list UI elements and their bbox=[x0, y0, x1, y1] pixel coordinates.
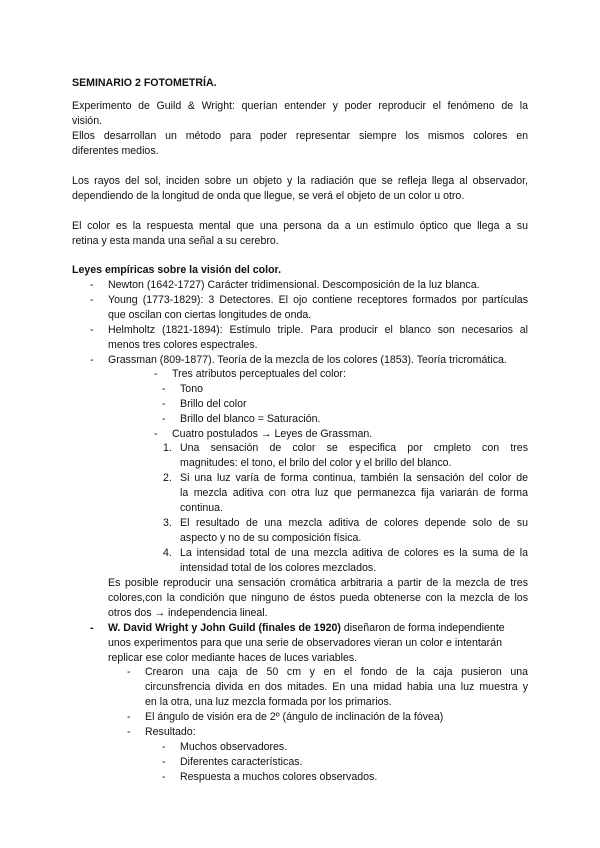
experiment-box-line: Crearon una caja de 50 cm y en el fondo de la caja pusieron una bbox=[145, 666, 528, 678]
document-title: SEMINARIO 2 FOTOMETRÍA. bbox=[72, 77, 217, 89]
postulate-line: continua. bbox=[180, 502, 223, 514]
wright-guild-text: diseñaron de forma independiente bbox=[340, 622, 505, 634]
result-item: Respuesta a muchos colores observados. bbox=[180, 771, 378, 783]
paragraph-line: retina y esta manda una señal a su cerebro. bbox=[72, 235, 279, 247]
bullet-dash: - bbox=[162, 741, 166, 753]
attribute-item: Tono bbox=[180, 383, 203, 395]
bullet-dash: - bbox=[90, 294, 94, 306]
bullet-dash: - bbox=[90, 324, 94, 336]
postulate-line: intensidad total de los colores mezclados. bbox=[180, 562, 377, 574]
experiment-box-line: circunsfrencia divida en dos mitades. En una midad habia una luz muestra y bbox=[145, 681, 528, 693]
wright-guild-line: replicar ese color mediante haces de luces variables. bbox=[108, 652, 358, 664]
intro-paragraph-line: diferentes medios. bbox=[72, 145, 159, 157]
conclusion-line: colores,con la condición que ninguno de éstos pueda obtenerse con la mezcla de los bbox=[108, 592, 528, 604]
wright-guild-line: unos experimentos para que una serie de observadores vieran un color e intentarán bbox=[108, 637, 502, 649]
postulate-line: El resultado de una mezcla aditiva de colores depende solo de su bbox=[180, 517, 528, 529]
list-item-grassman: Grassman (809-1877). Teoría de la mezcla de los colores (1853). Teoría tricromática. bbox=[108, 354, 507, 366]
attributes-heading: Tres atributos perceptuales del color: bbox=[172, 368, 346, 380]
bullet-dash: - bbox=[90, 622, 94, 634]
postulate-number: 3. bbox=[163, 517, 172, 529]
wright-guild-names: W. David Wright y John Guild (finales de 1920) bbox=[108, 622, 341, 634]
list-item-young-cont: que oscilan con ciertas longitudes de onda. bbox=[108, 309, 312, 321]
conclusion-line: Es posible reproducir una sensación cromática arbitraria a partir de la mezcla de tres bbox=[108, 577, 528, 589]
experiment-box-line: en la otra, una luz mezcla formada por los primarios. bbox=[145, 696, 392, 708]
bullet-dash: - bbox=[127, 711, 131, 723]
intro-paragraph-line: Experimento de Guild & Wright: querían entender y poder reproducir el fenómeno de la bbox=[72, 100, 528, 112]
paragraph-line: El color es la respuesta mental que una persona da a un estímulo óptico que llega a su bbox=[72, 220, 528, 232]
bullet-dash: - bbox=[154, 428, 158, 440]
intro-paragraph-line: Ellos desarrollan un método para poder representar siempre los mismos colores en bbox=[72, 130, 528, 142]
result-item: Muchos observadores. bbox=[180, 741, 288, 753]
bullet-dash: - bbox=[127, 666, 131, 678]
bullet-dash: - bbox=[154, 368, 158, 380]
postulate-number: 1. bbox=[163, 442, 172, 454]
postulate-line: magnitudes: el tono, el brilo del color y el brillo del blanco. bbox=[180, 457, 452, 469]
bullet-dash: - bbox=[162, 771, 166, 783]
postulate-line: La intensidad total de una mezcla aditiva de colores es la suma de la bbox=[180, 547, 528, 559]
intro-paragraph-line: visión. bbox=[72, 115, 103, 127]
postulates-heading: Cuatro postulados → Leyes de Grassman. bbox=[172, 428, 373, 440]
viewing-angle: El ángulo de visión era de 2º (ángulo de inclinación de la fóvea) bbox=[145, 711, 444, 723]
bullet-dash: - bbox=[127, 726, 131, 738]
section-heading: Leyes empíricas sobre la visión del color. bbox=[72, 264, 282, 276]
postulate-line: Si una luz varía de forma continua, también la sensación del color de bbox=[180, 472, 528, 484]
postulate-number: 4. bbox=[163, 547, 172, 559]
result-item: Diferentes características. bbox=[180, 756, 303, 768]
bullet-dash: - bbox=[90, 279, 94, 291]
list-item-helmholtz-cont: menos tres colores espectrales. bbox=[108, 339, 258, 351]
postulate-line: aspecto y no de su composición física. bbox=[180, 532, 362, 544]
postulate-line: la mezcla aditiva con otra luz que permanezca fija variarán de forma bbox=[180, 487, 528, 499]
postulate-line: Una sensación de color se especifica por cmpleto con tres bbox=[180, 442, 528, 454]
postulate-number: 2. bbox=[163, 472, 172, 484]
bullet-dash: - bbox=[162, 398, 166, 410]
list-item-wright-guild bbox=[108, 621, 505, 636]
list-item-newton: Newton (1642-1727) Carácter tridimensional. Descomposición de la luz blanca. bbox=[108, 279, 480, 291]
paragraph-line: Los rayos del sol, inciden sobre un objeto y la radiación que se refleja llega al observador, bbox=[72, 175, 528, 187]
bullet-dash: - bbox=[90, 354, 94, 366]
paragraph-line: dependiendo de la longitud de onda que llegue, se verá el objeto de un color u otro. bbox=[72, 190, 465, 202]
attribute-item: Brillo del color bbox=[180, 398, 247, 410]
result-heading: Resultado: bbox=[145, 726, 196, 738]
conclusion-line: otros dos → independencia lineal. bbox=[108, 607, 268, 619]
bullet-dash: - bbox=[162, 413, 166, 425]
bullet-dash: - bbox=[162, 756, 166, 768]
list-item-young: Young (1773-1829): 3 Detectores. El ojo contiene receptores formados por partículas bbox=[108, 294, 528, 306]
attribute-item: Brillo del blanco = Saturación. bbox=[180, 413, 321, 425]
list-item-helmholtz: Helmholtz (1821-1894): Estímulo triple. Para producir el blanco son necesarios al bbox=[108, 324, 528, 336]
bullet-dash: - bbox=[162, 383, 166, 395]
